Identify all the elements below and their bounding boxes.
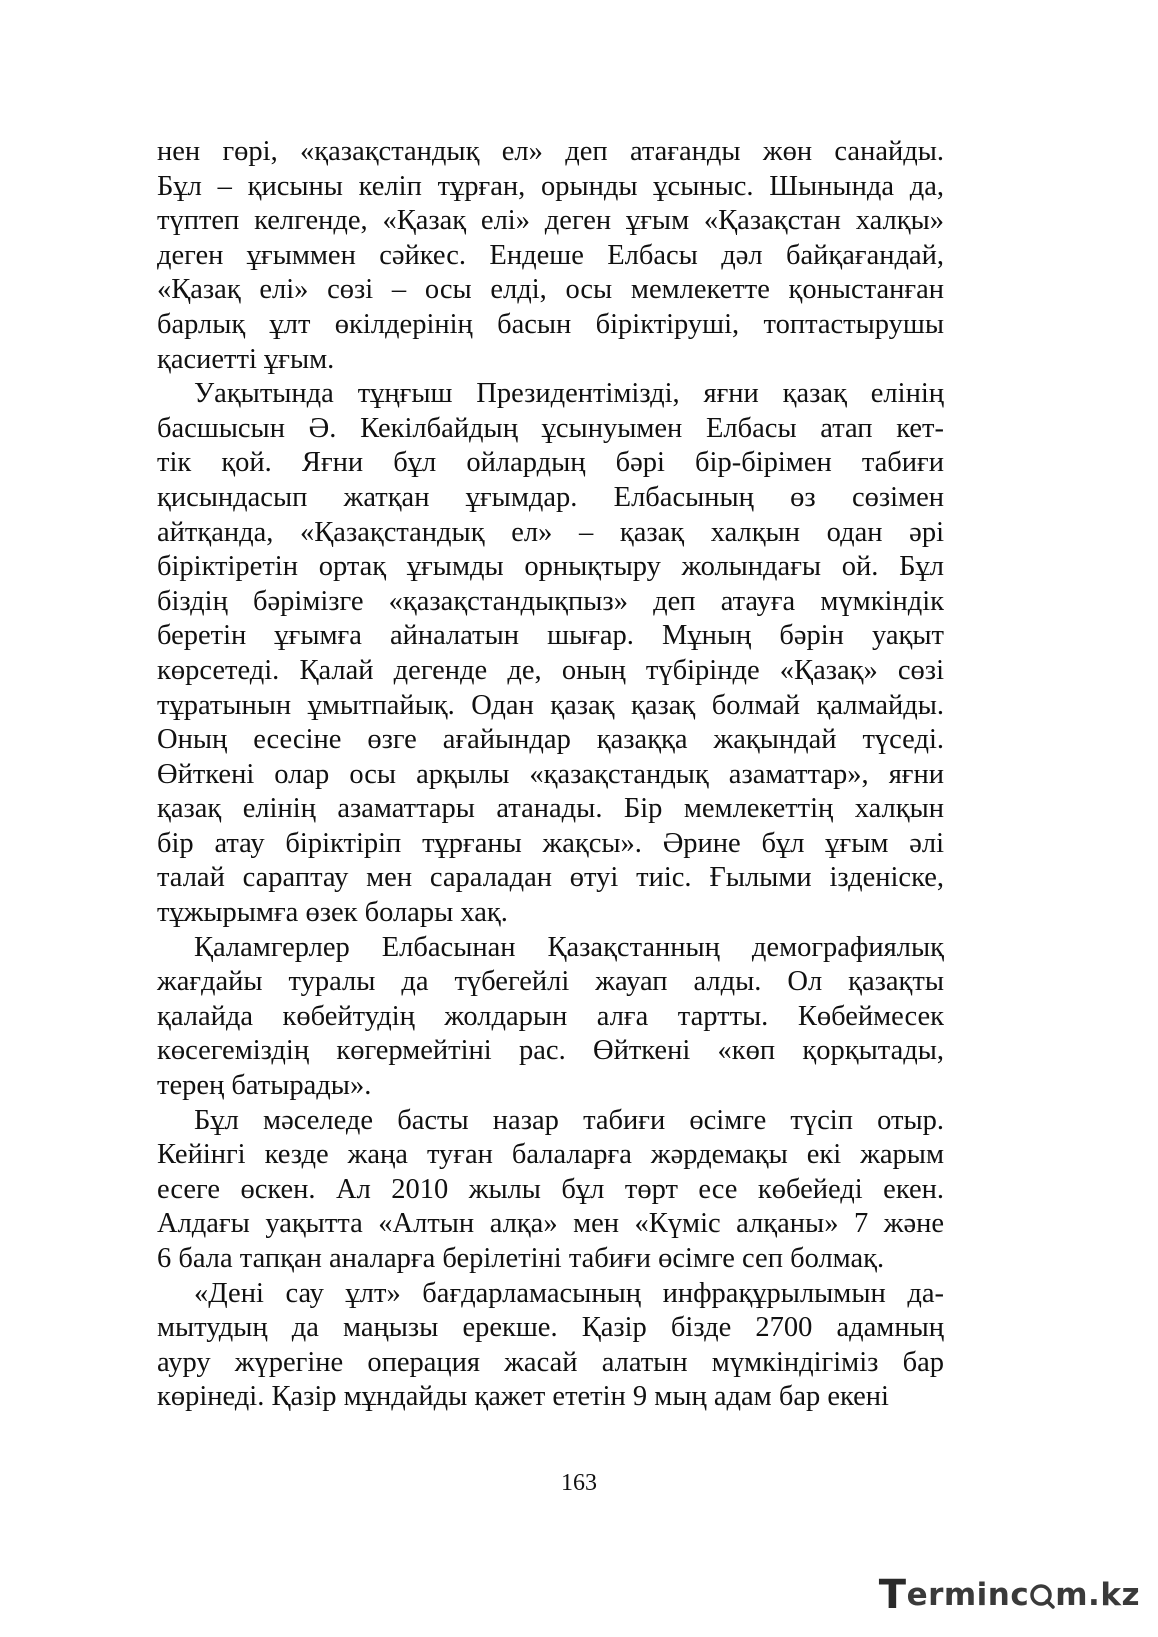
- magnifier-icon: [1029, 1580, 1055, 1610]
- text-line: талай сараптау мен сараладан өтуі тиіс. Ғылыми ізденіске,: [157, 862, 944, 894]
- text-line: көсегеміздің көгермейтіні рас. Өйткені «көп қорқытады,: [157, 1035, 944, 1067]
- text-line: Бұл мәселеде басты назар табиғи өсімге түсіп отыр.: [194, 1104, 944, 1136]
- text-line: жағдайы туралы да түбегейлі жауап алды. Ол қазақты: [157, 966, 944, 998]
- text-line: біріктіретін ортақ ұғымды орнықтыру жолындағы ой. Бұл: [157, 551, 944, 583]
- text-line: мытудың да маңызы ерекше. Қазір бізде 2700 адамның: [157, 1312, 944, 1344]
- watermark-logo: [879, 1573, 1140, 1617]
- text-line: түптеп келгенде, «Қазақ елі» деген ұғым «Қазақстан халқы»: [157, 205, 944, 237]
- text-line: ауру жүрегіне операция жасай алатын мүмкіндігіміз бар: [157, 1346, 944, 1378]
- text-line: тұратынын ұмытпайық. Одан қазақ қазақ болмай қалмайды.: [157, 689, 944, 721]
- text-line: нен гөрі, «қазақстандық ел» деп атағанды жөн санайды.: [157, 136, 944, 167]
- text-line: Қаламгерлер Елбасынан Қазақстанның демографиялық: [194, 931, 944, 963]
- watermark-middle: erminc: [906, 1577, 1030, 1613]
- text-line: есеге өскен. Ал 2010 жылы бұл төрт есе көбейеді екен.: [157, 1173, 944, 1205]
- text-line: біздің бәрімізге «қазақстандықпыз» деп атауға мүмкіндік: [157, 585, 944, 617]
- page-body: [157, 135, 944, 1415]
- paragraph: [157, 1277, 944, 1415]
- text-line: тұжырымға өзек болары хақ.: [157, 897, 508, 929]
- text-line: Өйткені олар осы арқылы «қазақстандық азаматтар», яғни: [157, 758, 944, 790]
- text-line: қисындасып жатқан ұғымдар. Елбасының өз сөзімен: [157, 481, 944, 513]
- text-line: 6 бала тапқан аналарға берілетіні табиғи өсімге сеп болмақ.: [157, 1243, 885, 1274]
- text-line: қалайда көбейтудің жолдарын алға тартты. Көбеймесек: [157, 1000, 944, 1032]
- text-line: Уақытында тұңғыш Президентімізді, яғни қазақ елінің: [194, 378, 944, 410]
- text-line: басшысын Ә. Кекілбайдың ұсынуымен Елбасы атап кет-: [157, 412, 944, 444]
- text-line: Бұл – қисыны келіп тұрған, орынды ұсыныс. Шынында да,: [157, 170, 944, 202]
- text-line: беретін ұғымға айналатын шығар. Мұның бәрін уақыт: [157, 620, 944, 652]
- text-line: деген ұғыммен сәйкес. Ендеше Елбасы дәл байқағандай,: [157, 239, 944, 271]
- paragraph: [157, 135, 944, 377]
- page-number: 163: [561, 1470, 597, 1496]
- text-line: Алдағы уақытта «Алтын алқа» мен «Күміс алқаны» 7 және: [157, 1208, 944, 1240]
- text-line: тік қой. Яғни бұл ойлардың бәрі бір-бірімен табиғи: [157, 447, 944, 479]
- paragraph: [157, 377, 944, 931]
- text-line: көрінеді. Қазір мұндайды қажет ететін 9 мың адам бар екені: [157, 1381, 889, 1413]
- paragraph: [157, 1104, 944, 1277]
- watermark-end: m.kz: [1055, 1577, 1140, 1613]
- text-line: бір атау біріктіріп тұрғаны жақсы». Әрине бұл ұғым әлі: [157, 827, 944, 859]
- text-line: көрсетеді. Қалай дегенде де, оның түбірінде «Қазақ» сөзі: [157, 654, 944, 686]
- text-line: Кейінгі кезде жаңа туған балаларға жәрдемақы екі жарым: [157, 1139, 944, 1171]
- text-line: қасиетті ұғым.: [157, 343, 335, 375]
- watermark-first-letter: T: [878, 1572, 907, 1618]
- text-line: «Дені сау ұлт» бағдарламасының инфрақұрылымын да-: [194, 1277, 944, 1309]
- text-line: қазақ елінің азаматтары атанады. Бір мемлекеттің халқын: [157, 793, 944, 825]
- text-line: «Қазақ елі» сөзі – осы елді, осы мемлекетте қоныстанған: [157, 274, 944, 306]
- text-line: айтқанда, «Қазақстандық ел» – қазақ халқын одан әрі: [157, 516, 944, 548]
- text-line: барлық ұлт өкілдерінің басын біріктіруші, топтастырушы: [157, 308, 944, 340]
- text-line: терең батырады».: [157, 1070, 372, 1102]
- paragraph: [157, 931, 944, 1104]
- text-line: Оның есесіне өзге ағайындар қазаққа жақындай түседі.: [157, 724, 944, 756]
